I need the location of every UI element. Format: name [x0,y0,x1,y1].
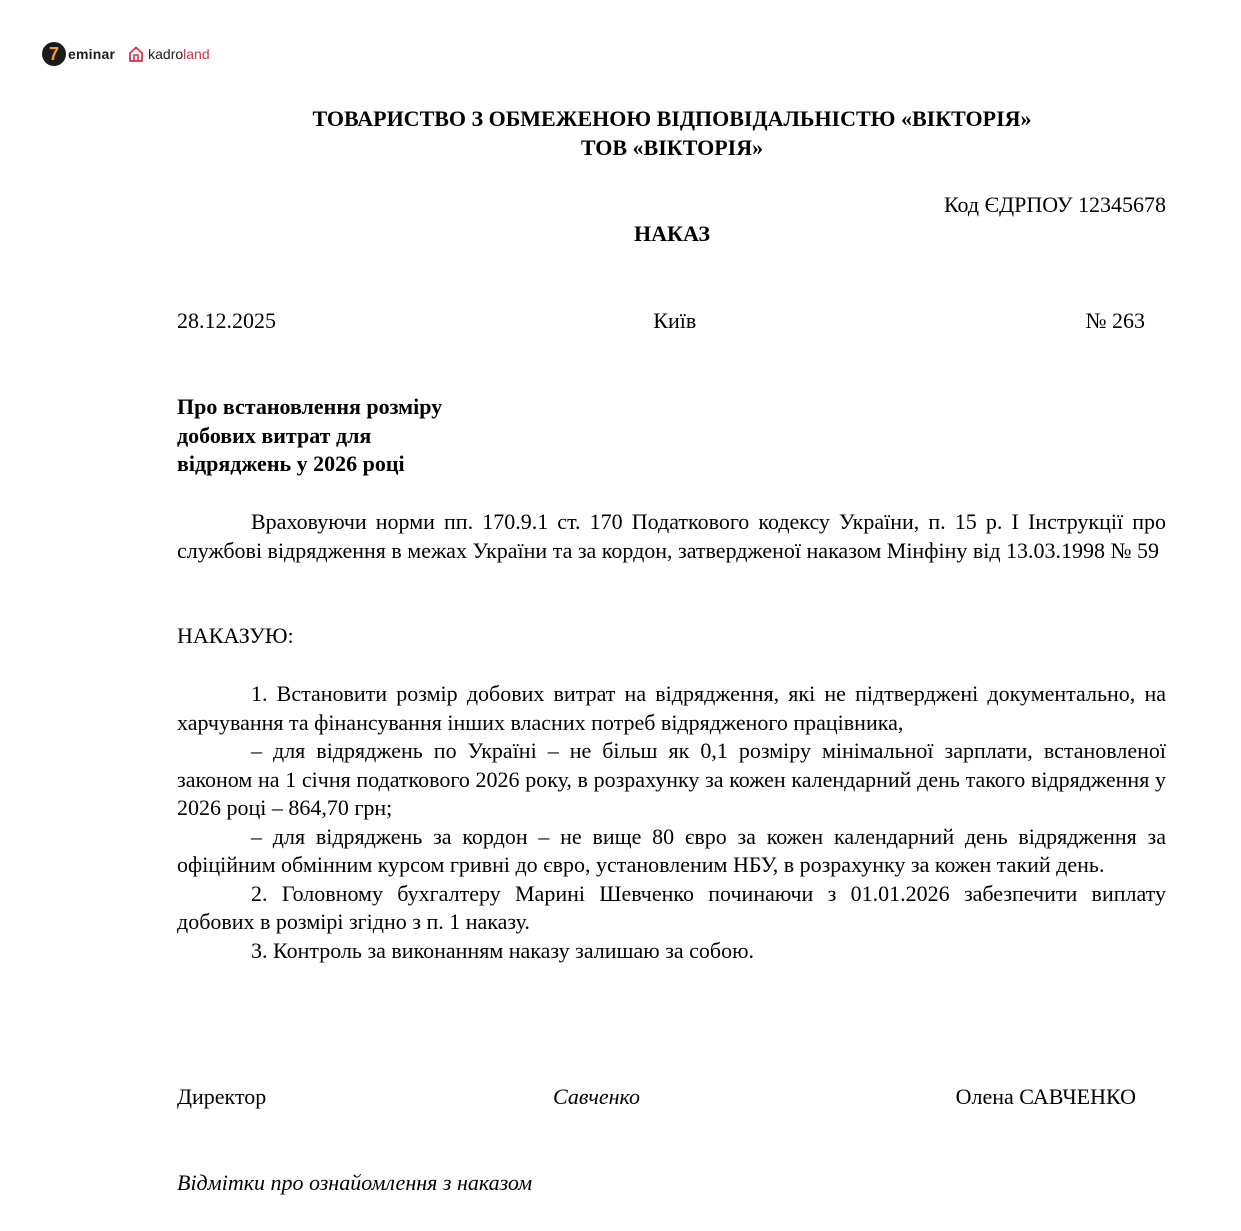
seminar-logo-icon: 7 [42,42,66,66]
document-title: НАКАЗ [634,221,710,246]
order-item: – для відряджень за кордон – не вище 80 євро за кожен календарний день відрядження за офіційним обмінним курсом гривні до євро, установленим НБУ, в розрахунку за кожен такий день. [177,823,1166,877]
order-word: НАКАЗУЮ: [177,623,294,648]
seminar-logo-text: eminar [68,46,116,62]
signer-position: Директор [177,1084,267,1109]
order-date: 28.12.2025 [177,308,276,333]
signer-signature: Савченко [553,1084,641,1109]
kadroland-text-part2: land [183,46,210,62]
preamble [177,508,1166,565]
kadroland-text-part1: kadro [148,46,184,62]
order-item: 2. Головному бухгалтеру Марині Шевченко починаючи з 01.01.2026 забезпечити виплату добових в розмірі згідно з п. 1 наказу. [177,880,1166,934]
order-meta-row [177,306,1145,335]
order-items [177,680,1166,965]
acquaintance-note: Відмітки про ознайомлення з наказом [177,1170,533,1195]
order-item: 3. Контроль за виконанням наказу залишаю за собою. [251,937,755,963]
company-full-name: ТОВАРИСТВО З ОБМЕЖЕНОЮ ВІДПОВІДАЛЬНІСТЮ «ВІКТОРІЯ» [312,106,1032,131]
seminar-logo [42,42,115,66]
edrpou-code: Код ЄДРПОУ 12345678 [943,192,1166,217]
subject-line: Про встановлення розміру [177,394,443,419]
order-city: Київ [653,308,697,333]
preamble-text: Враховуючи норми пп. 170.9.1 ст. 170 Податкового кодексу України, п. 15 р. І Інструкції про службові відрядження в межах України та за кордон, затвердженої наказом Мінфіну від 13.03.1998 № 59 [177,509,1166,563]
kadroland-house-icon [127,45,145,63]
kadroland-logo-text [148,46,210,62]
subject-line: добових витрат для [177,422,372,448]
order-item: – для відряджень по Україні – не більш як 0,1 розміру мінімальної зарплати, встановленої законом на 1 січня податкового 2026 року, в розрахунку за кожен календарний день такого відрядження у 2026 році – 864,70 грн; [177,738,1166,820]
signer-full-name: Олена САВЧЕНКО [955,1084,1136,1109]
company-header [100,104,1241,162]
order-subject [177,393,442,479]
order-item: 1. Встановити розмір добових витрат на відрядження, які не підтверджені документально, на харчування та фінансування інших власних потреб відрядженого працівника, [177,681,1166,735]
order-number: № 263 [1085,308,1145,333]
subject-line: відряджень у 2026 році [177,451,405,476]
kadroland-logo [127,45,210,63]
logos-bar [42,40,210,68]
company-short-name: ТОВ «ВІКТОРІЯ» [580,135,764,160]
